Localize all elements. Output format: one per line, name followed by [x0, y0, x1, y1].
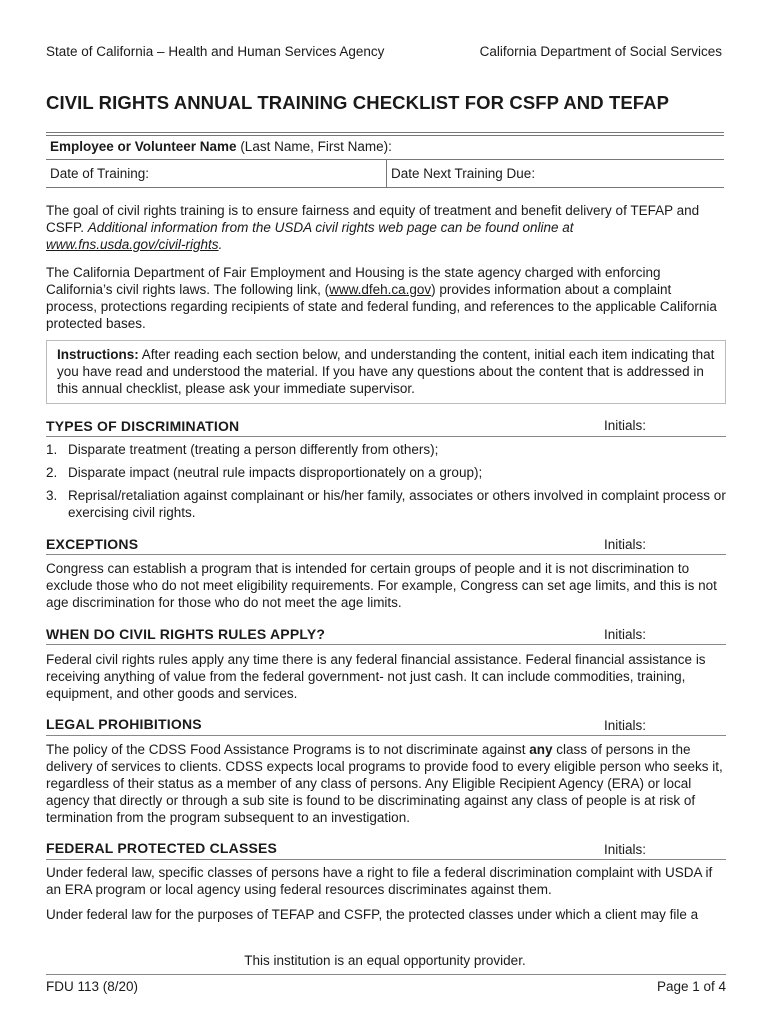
list-item: 2. Disparate impact (neutral rule impacts disproportionately on a group);: [46, 465, 483, 480]
when-text: Federal civil rights rules apply any time there is any federal financial assistance. Federal financial assistance is receiving anything of value from the federal government- not just cash. It can include commodities, training, equipment, and other goods and services.: [46, 652, 706, 701]
instructions-box: [46, 340, 726, 404]
form-id: FDU 113 (8/20): [46, 979, 139, 994]
section-rule-when: [46, 644, 726, 645]
section-rule-exceptions: [46, 554, 726, 555]
initials-types[interactable]: Initials:: [604, 418, 647, 433]
footer-rule: [46, 974, 726, 975]
date-next-training-field[interactable]: [387, 166, 535, 181]
section-title-legal: LEGAL PROHIBITIONS: [46, 716, 202, 732]
exceptions-text: Congress can establish a program that is intended for certain groups of people and it is not discrimination to exclude those who do not meet eligibility requirements. For example, Congress can set age limits, and this is not age discrimination for those who do not meet the age limits.: [46, 561, 717, 610]
employee-name-label-rest: (Last Name, First Name):: [236, 139, 392, 154]
usda-civil-rights-link[interactable]: www.fns.usda.gov/civil-rights: [46, 237, 219, 252]
section-rule-legal: [46, 735, 726, 736]
list-item: 3. Reprisal/retaliation against complainant or his/her family, associates or others involved in complaint process or exercising civil rights.: [46, 488, 726, 520]
employee-name-field[interactable]: [46, 139, 392, 154]
page-number: Page 1 of 4: [656, 979, 726, 994]
document-title: CIVIL RIGHTS ANNUAL TRAINING CHECKLIST FOR CSFP AND TEFAP: [46, 92, 670, 113]
federal-text-1: Under federal law, specific classes of persons have a right to file a federal discrimination complaint with USDA if an ERA program or local agency using federal resources discriminates against them.: [46, 865, 713, 897]
federal-text-2: Under federal law for the purposes of TEFAP and CSFP, the protected classes under which a client may file a: [46, 907, 699, 922]
intro-p2-b: ) provides information about a complaint process, protections regarding recipients of state and federal funding, and references to the applicable California protected bases.: [46, 282, 717, 331]
employee-name-label-bold: Employee or Volunteer Name: [50, 139, 237, 154]
intro-p2-a: The California Department of Fair Employment and Housing is the state agency charged with enforcing California’s civil rights laws. The following link, (: [46, 265, 661, 297]
intro-p1-end: .: [218, 237, 223, 252]
header-department: California Department of Social Services: [479, 44, 722, 59]
legal-text: The policy of the CDSS Food Assistance Programs is to not discriminate against any class of persons in the delivery of services to clients. CDSS expects local programs to provide food to every eligible person who seeks it, regardless of their status as a member of any class of persons. Any Eligible Recipient Agency (ERA) or local agency that directly or through a sub site is found to be discriminating against any class of people is at risk of termination from the program subsequent to an investigation.: [46, 742, 723, 825]
date-of-training-field[interactable]: [46, 160, 387, 187]
header-agency: State of California – Health and Human Services Agency: [46, 44, 385, 59]
initials-when[interactable]: Initials:: [604, 627, 647, 642]
initials-legal[interactable]: Initials:: [604, 718, 647, 733]
employee-name-row[interactable]: [46, 133, 724, 160]
dfeh-link[interactable]: www.dfeh.ca.gov: [329, 282, 432, 297]
intro-p1-italic: Additional information from the USDA civil rights web page can be found online at: [87, 220, 574, 235]
list-item: 1. Disparate treatment (treating a person differently from others);: [46, 442, 439, 457]
intro-p1-text: The goal of civil rights training is to ensure fairness and equity of treatment and benefit delivery of TEFAP and CSFP.: [46, 203, 700, 235]
section-title-exceptions: EXCEPTIONS: [46, 536, 139, 552]
section-rule-federal: [46, 859, 726, 860]
instructions-text: After reading each section below, and understanding the content, initial each item indicating that you have read and understood the material. If you have any questions about the content that is addressed in this annual checklist, please ask your immediate supervisor.: [57, 347, 715, 396]
date-next-training-label: Date Next Training Due:: [391, 166, 536, 181]
date-of-training-label: Date of Training:: [50, 166, 150, 181]
dates-row: [46, 160, 724, 187]
legal-text-emphasis: any: [529, 742, 553, 757]
initials-federal[interactable]: Initials:: [604, 842, 647, 857]
section-title-types: TYPES OF DISCRIMINATION: [46, 418, 240, 434]
section-title-federal: FEDERAL PROTECTED CLASSES: [46, 840, 278, 856]
instructions-label: Instructions:: [57, 347, 139, 362]
discrimination-types-list: [46, 441, 726, 521]
section-rule-types: [46, 436, 726, 437]
section-title-when: WHEN DO CIVIL RIGHTS RULES APPLY?: [46, 626, 326, 642]
equal-opportunity-statement: This institution is an equal opportunity provider.: [244, 953, 526, 968]
intro-paragraph-1: [46, 202, 726, 253]
intro-paragraph-2: [46, 264, 726, 332]
initials-exceptions[interactable]: Initials:: [604, 537, 647, 552]
form-fields: [46, 132, 724, 188]
